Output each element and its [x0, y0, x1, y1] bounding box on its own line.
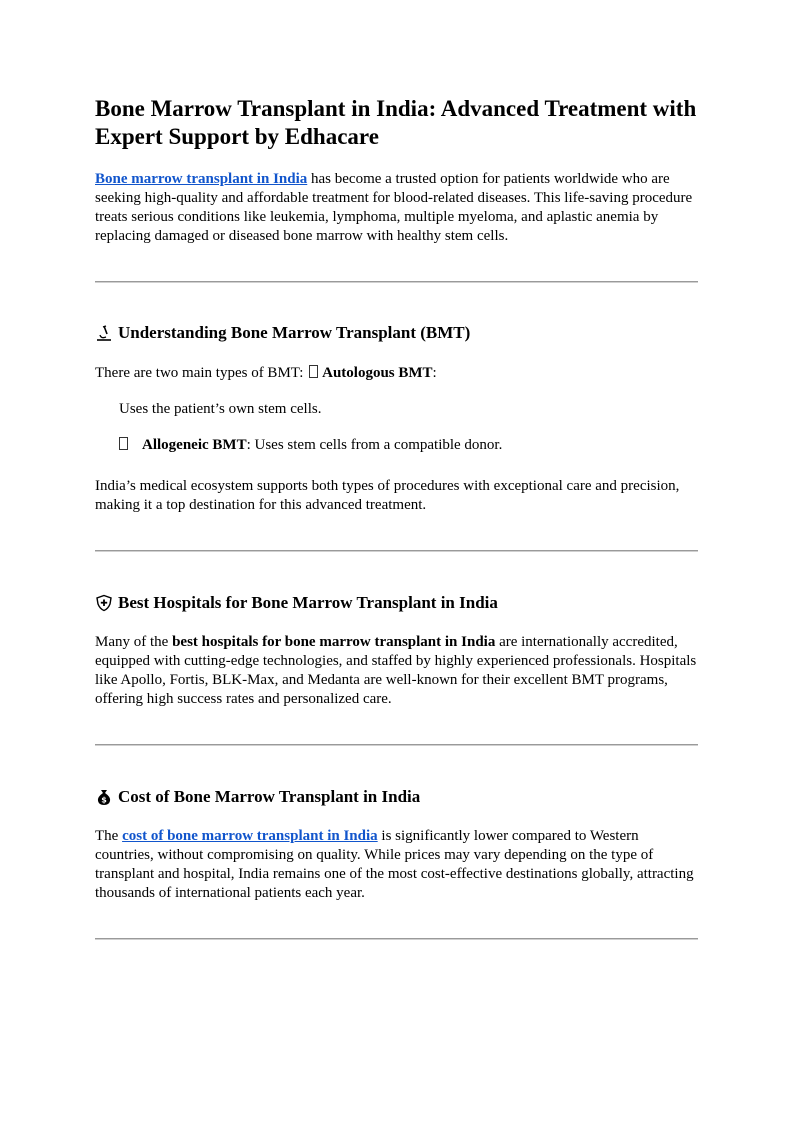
- divider: [95, 281, 698, 283]
- autologous-label: Autologous BMT: [322, 365, 433, 381]
- cost-bmt-india-link[interactable]: cost of bone marrow transplant in India: [122, 828, 378, 844]
- intro-text: has become a trusted option for patients worldwide who are seeking high-quality and affordable treatment for blood-related diseases. This life-saving procedure treats serious conditions like leukemia, lymphoma, multiple myeloma, and aplastic anemia by replacing damaged or diseased bone marrow with healthy stem cells.: [95, 171, 693, 244]
- bmt-closing-paragraph: India’s medical ecosystem supports both types of procedures with exceptional care and precision, making it a top destination for this advanced treatment.: [95, 478, 680, 513]
- section-heading-text: Cost of Bone Marrow Transplant in India: [118, 787, 421, 806]
- best-hospitals-bold: best hospitals for bone marrow transplant in India: [172, 634, 496, 650]
- section-heading-text: Understanding Bone Marrow Transplant (BMT): [118, 323, 471, 342]
- svg-text:$: $: [101, 795, 107, 805]
- page-title: Bone Marrow Transplant in India: Advanced Treatment with Expert Support by Edhacare: [95, 96, 697, 149]
- intro-paragraph: [95, 170, 698, 246]
- types-lead: There are two main types of BMT:: [95, 365, 308, 381]
- microscope-icon: [95, 324, 113, 342]
- allogeneic-desc: : Uses stem cells from a compatible donor.: [246, 437, 503, 453]
- allogeneic-line: [119, 436, 698, 455]
- divider: [95, 938, 698, 940]
- divider: [95, 550, 698, 552]
- divider: [95, 744, 698, 746]
- hospitals-paragraph: Many of the best hospitals for bone marrow transplant in India are internationally accredited, equipped with cutting-edge technologies, and staffed by highly experienced professionals. Hospitals like Apollo, Fortis, BLK-Max, and Medanta are well-known for their excellent BMT programs, offering high success rates and personalized care.: [95, 634, 697, 707]
- allogeneic-label: Allogeneic BMT: [142, 437, 247, 453]
- bmt-india-link[interactable]: Bone marrow transplant in India: [95, 171, 308, 187]
- autologous-description: Uses the patient’s own stem cells.: [119, 401, 322, 417]
- bmt-types-line: There are two main types of BMT: Autologous BMT:: [95, 365, 437, 381]
- checkbox-glyph-icon: [309, 365, 318, 378]
- money-bag-icon: [95, 788, 113, 806]
- section-heading-text: Best Hospitals for Bone Marrow Transplant in India: [118, 593, 498, 612]
- section-heading-cost: [95, 786, 420, 808]
- shield-plus-icon: [95, 594, 113, 612]
- cost-paragraph: The cost of bone marrow transplant in India is significantly lower compared to Western countries, without compromising on quality. While prices may vary depending on the type of transplant and hospital, India remains one of the most cost-effective destinations globally, attracting thousands of international patients each year.: [95, 828, 694, 901]
- section-heading-bmt: [95, 322, 470, 344]
- section-heading-hospitals: [95, 592, 498, 614]
- checkbox-glyph-icon: [119, 437, 128, 450]
